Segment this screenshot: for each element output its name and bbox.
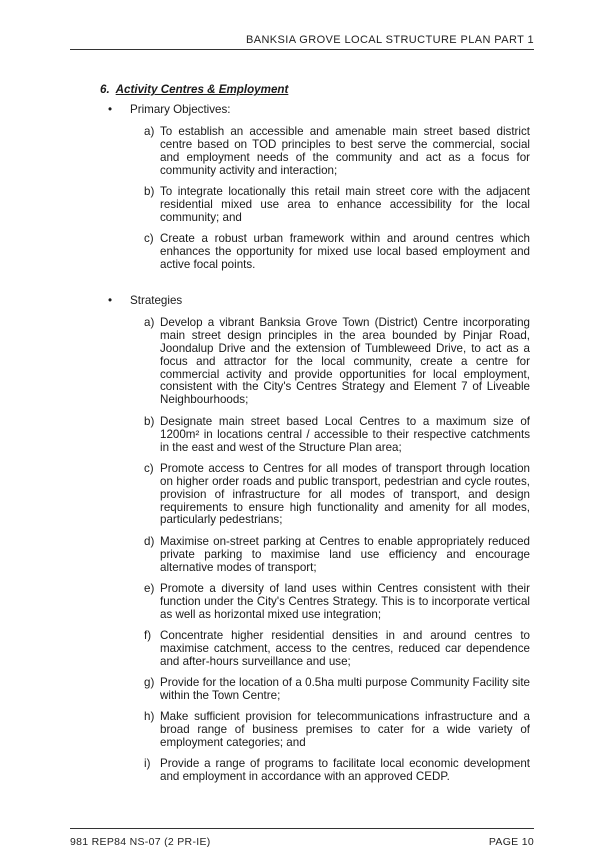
item-marker: d)	[144, 534, 155, 548]
running-header: BANKSIA GROVE LOCAL STRUCTURE PLAN PART 1	[245, 34, 534, 46]
item-text: Make sufficient provision for telecommunications infrastructure and a broad range of business premises to cater for a wide variety of employment categories; and	[160, 710, 530, 750]
list-item	[144, 630, 530, 669]
item-text: Provide for the location of a 0.5ha multi purpose Community Facility site within the Town Centre;	[160, 676, 530, 702]
item-marker: h)	[144, 710, 155, 724]
item-marker: e)	[144, 581, 155, 595]
item-marker: c)	[144, 461, 154, 475]
item-marker: b)	[144, 414, 155, 428]
item-marker: i)	[144, 757, 151, 771]
item-marker: a)	[144, 124, 155, 138]
page-body	[70, 84, 530, 793]
page-number: PAGE 10	[488, 836, 534, 848]
list-item	[144, 186, 530, 225]
header-rule	[70, 49, 534, 50]
item-marker: a)	[144, 315, 155, 329]
list-item	[144, 416, 530, 455]
list-item	[144, 126, 530, 178]
item-marker: c)	[144, 231, 154, 245]
list-item	[144, 463, 530, 528]
item-text: Concentrate higher residential densities in and around centres to maximise catchment, access to the centres, reduced car dependence and after-hours surveillance and use;	[160, 628, 530, 668]
item-text: To establish an accessible and amenable main street based district centre based on TOD principles to best serve the commercial, social and employment needs of the community and act as a focus for community activity and interaction;	[160, 124, 530, 177]
strategies-list	[144, 317, 530, 784]
item-marker: g)	[144, 676, 155, 690]
list-item	[144, 758, 530, 784]
list-item	[144, 536, 530, 575]
item-text: Create a robust urban framework within and around centres which enhances the opportunity for mixed use local based employment and active focal points.	[160, 231, 530, 271]
list-item	[144, 711, 530, 750]
footer-rule	[70, 828, 534, 829]
strategies-bullet	[70, 295, 530, 308]
strategies-label: Strategies	[130, 294, 183, 308]
item-marker: b)	[144, 184, 155, 198]
item-text: Designate main street based Local Centres to a maximum size of 1200m² in locations central / accessible to their respective catchments in the east and west of the Structure Plan area;	[160, 414, 530, 454]
bullet-icon: •	[108, 102, 113, 116]
item-text: Promote a diversity of land uses within Centres consistent with their function under the City's Centres Strategy. This is to incorporate vertical as well as horizontal mixed use integration;	[160, 581, 530, 621]
section-number: 6.	[100, 83, 110, 96]
item-marker: f)	[144, 628, 152, 642]
item-text: Promote access to Centres for all modes of transport through location on higher order roads and public transport, pedestrian and cycle routes, provision of infrastructure for all modes of transport, and design requirements to ensure high functionality and amenity for all modes, particularly pedestrians;	[160, 461, 530, 527]
document-reference: 981 REP84 NS-07 (2 PR-IE)	[70, 836, 211, 848]
list-item	[144, 583, 530, 622]
section-heading	[100, 84, 530, 97]
objectives-list	[144, 126, 530, 272]
list-item	[144, 317, 530, 407]
list-item	[144, 233, 530, 272]
item-text: To integrate locationally this retail main street core with the adjacent residential mixed use area to enhance accessibility for the local community; and	[160, 184, 530, 224]
item-text: Develop a vibrant Banksia Grove Town (District) Centre incorporating main street design principles in the area bounded by Pinjar Road, Joondalup Drive and the extension of Tumbleweed Drive, to act as a focus and attractor for the local community, create a centre for commercial activity and provide opportunities for local employment, consistent with the City's Centres Strategy and Element 7 of Liveable Neighbourhoods;	[160, 315, 530, 407]
section-title: Activity Centres & Employment	[115, 83, 289, 96]
objectives-label: Primary Objectives:	[130, 102, 231, 116]
item-text: Provide a range of programs to facilitate local economic development and employment in accordance with an approved CEDP.	[160, 757, 530, 784]
objectives-bullet	[70, 104, 530, 117]
item-text: Maximise on-street parking at Centres to enable appropriately reduced private parking to maximise land use efficiency and encourage alternative modes of transport;	[160, 534, 530, 574]
bullet-icon: •	[108, 294, 113, 308]
list-item	[144, 677, 530, 703]
